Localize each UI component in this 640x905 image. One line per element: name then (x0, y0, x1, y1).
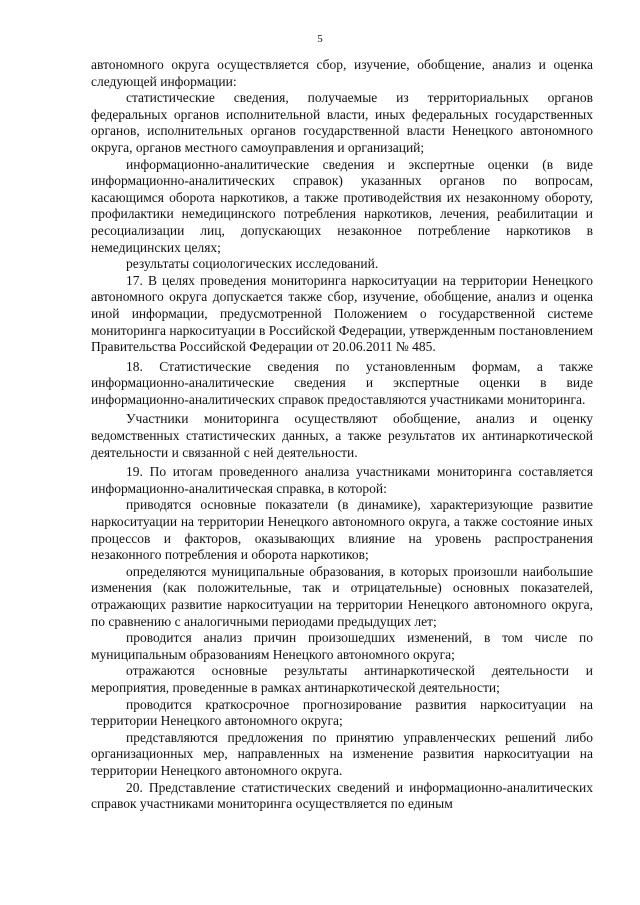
paragraph: информационно-аналитические сведения и экспертные оценки (в виде информационно-аналитических справок) указанных органов по вопросам, касающимся оборота наркотиков, а также противодействия их незаконному обороту, профилактики немедицинского потребления наркотиков, лечения, реабилитации и ресоциализации лиц, допускающих незаконное потребление наркотиков в немедицинских целях; (91, 156, 593, 255)
paragraph: представляются предложения по принятию управленческих решений либо организационных мер, направленных на изменение развития наркоситуации на территории Ненецкого автономного округа. (91, 729, 593, 778)
paragraph: проводится анализ причин произошедших изменений, в том числе по муниципальным образованиям Ненецкого автономного округа; (91, 630, 593, 662)
paragraph: отражаются основные результаты антинаркотической деятельности и мероприятия, проведенные в рамках антинаркотической деятельности; (91, 663, 593, 695)
paragraph: автономного округа осуществляется сбор, изучение, обобщение, анализ и оценка следующей информации: (91, 57, 593, 89)
paragraph: определяются муниципальные образования, в которых произошли наибольшие изменения (как положительные, так и отрицательные) основных показателей, отражающих развитие наркоситуации на территории Ненецкого автономного округа, по сравнению с аналогичными периодами предыдущих лет; (91, 563, 593, 629)
paragraph: проводится краткосрочное прогнозирование развития наркоситуации на территории Ненецкого автономного округа; (91, 696, 593, 729)
page-number: 5 (317, 33, 323, 45)
document-body (91, 57, 593, 813)
paragraph: 19. По итогам проведенного анализа участниками мониторинга составляется информационно-аналитическая справка, в которой: (91, 464, 593, 496)
paragraph: 17. В целях проведения мониторинга наркоситуации на территории Ненецкого автономного округа допускается также сбор, изучение, обобщение, анализ и оценка иной информации, предусмотренной Положением о государственной системе мониторинга наркоситуации в Российской Федерации, утвержденным постановлением Правительства Российской Федерации от 20.06.2011 № 485. (91, 272, 593, 355)
paragraph: статистические сведения, получаемые из территориальных органов федеральных органов исполнительной власти, иных федеральных государственных органов, исполнительных органов государственной власти Ненецкого автономного округа, органов местного самоуправления и организаций; (91, 90, 593, 155)
paragraph: Участники мониторинга осуществляют обобщение, анализ и оценку ведомственных статистических данных, а также результатов их антинаркотической деятельности и связанной с ней деятельности. (91, 411, 593, 460)
paragraph: результаты социологических исследований. (126, 256, 379, 272)
paragraph: приводятся основные показатели (в динамике), характеризующие развитие наркоситуации на территории Ненецкого автономного округа, а также состояние иных процессов и факторов, оказывающих влияние на уровень распространения незаконного потребления и оборота наркотиков; (91, 497, 593, 563)
paragraph: 20. Представление статистических сведений и информационно-аналитических справок участниками мониторинга осуществляется по единым (91, 779, 593, 812)
paragraph: 18. Статистические сведения по установленным формам, а также информационно-аналитические сведения и экспертные оценки в виде информационно-аналитических справок предоставляются участниками мониторинга. (91, 358, 593, 407)
